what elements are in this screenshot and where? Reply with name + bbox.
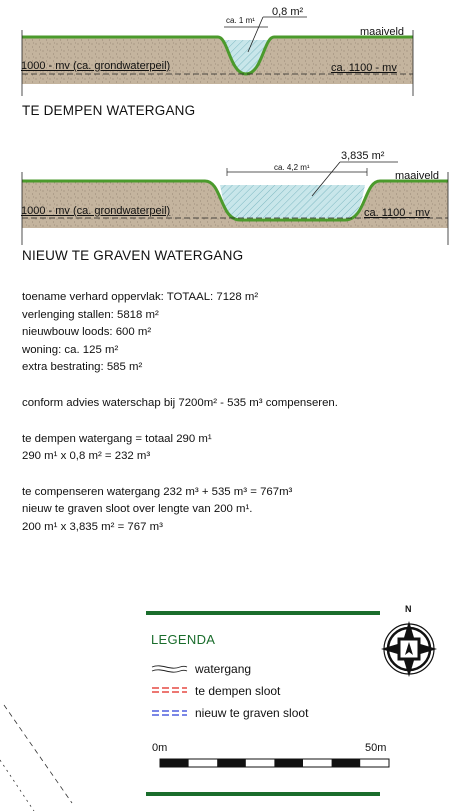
section-title-2: NIEUW TE GRAVEN WATERGANG — [22, 248, 244, 263]
calc-spacer — [22, 413, 338, 431]
right-depth-label-1: ca. 1100 - mv — [331, 62, 397, 74]
legend-title: LEGENDA — [151, 632, 216, 647]
surface-label-2: maaiveld — [395, 170, 440, 182]
calc-line: te compenseren watergang 232 m³ + 535 m³ = 767m³ — [22, 485, 293, 498]
left-depth-label-2: 1000 - mv (ca. grondwaterpeil) — [21, 205, 171, 217]
north-label: N — [405, 604, 412, 614]
area-label-1: 0,8 m² — [272, 6, 304, 18]
calc-spacer — [22, 466, 338, 484]
cross-section-existing — [22, 17, 413, 96]
scale-start-label: 0m — [152, 742, 168, 754]
calc-line: 290 m¹ x 0,8 m² = 232 m³ — [22, 450, 151, 463]
calc-line: conform advies waterschap bij 7200m² - 535 m³ compenseren. — [22, 396, 338, 409]
te-dempen-symbol — [152, 688, 187, 692]
width-label-1: ca. 1 m¹ — [226, 16, 255, 25]
calc-line: toename verhard oppervlak: TOTAAL: 7128 m² — [22, 291, 259, 303]
area-label-2: 3,835 m² — [341, 150, 385, 162]
scale-end-label: 50m — [365, 742, 387, 754]
right-depth-label-2: ca. 1100 - mv — [364, 207, 430, 219]
calc-line: verlenging stallen: 5818 m² — [22, 308, 159, 321]
north-arrow-icon — [381, 621, 437, 677]
calc-line: te dempen watergang = totaal 290 m¹ — [22, 432, 212, 445]
calc-spacer — [22, 377, 338, 395]
section-title-1: TE DEMPEN WATERGANG — [22, 103, 196, 118]
calc-line: nieuwbouw loods: 600 m² — [22, 326, 152, 339]
legend-item-nieuw: nieuw te graven sloot — [195, 706, 309, 720]
legend-item-te-dempen: te dempen sloot — [195, 684, 281, 698]
calc-line: nieuw te graven sloot over lengte van 200 m¹. — [22, 503, 253, 516]
water-fill-2 — [220, 185, 365, 218]
calc-line: extra bestrating: 585 m² — [22, 361, 143, 374]
scale-bar — [160, 759, 389, 767]
calculation-block — [22, 289, 338, 537]
left-depth-label-1: 1000 - mv (ca. grondwaterpeil) — [21, 60, 171, 72]
cross-section-new — [22, 162, 448, 245]
legend-item-watergang: watergang — [195, 662, 252, 676]
surface-label-1: maaiveld — [360, 26, 405, 38]
calc-line: 200 m¹ x 3,835 m² = 767 m³ — [22, 520, 163, 533]
map-edge-lines — [0, 705, 72, 811]
width-label-2: ca. 4,2 m¹ — [274, 163, 310, 172]
calc-line: woning: ca. 125 m² — [22, 343, 119, 356]
nieuw-sloot-symbol — [152, 711, 187, 715]
watergang-symbol — [152, 666, 187, 672]
